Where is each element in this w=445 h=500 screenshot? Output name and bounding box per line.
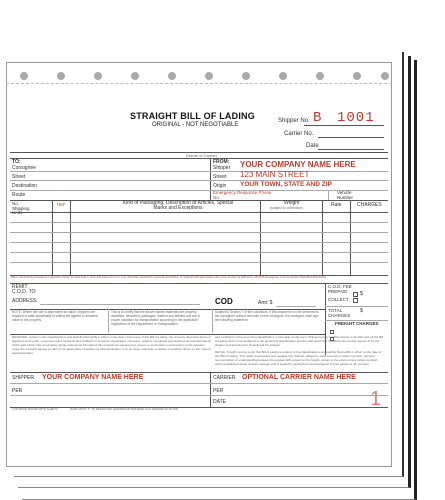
col-charges: CHARGES bbox=[357, 202, 382, 208]
date-label: Date bbox=[306, 143, 319, 149]
form-subtitle: ORIGINAL - NOT NEGOTIABLE bbox=[152, 122, 239, 128]
destination-field[interactable] bbox=[10, 190, 210, 191]
address-field[interactable] bbox=[40, 304, 200, 305]
shipper-per-line[interactable] bbox=[10, 395, 210, 396]
retail-terms: RETAIL: Freight moving under this Bill of Lading is subject to the classifications and lawfully filed tariffs in effect on the date of this Bill of Lading. This notice supersedes and negates any claimed, alleged or asserted oral or written contract, promise, representation or understanding between the parties with respect to this freight, except to the extent of any written contract which establishes lawful contract carriage and is signed by authorized representatives of both parties to the contract. bbox=[215, 350, 382, 366]
company-name: YOUR COMPANY NAME HERE bbox=[240, 160, 356, 169]
binding-hole bbox=[279, 72, 287, 80]
shipper-signature-value: YOUR COMPANY NAME HERE bbox=[42, 374, 144, 381]
binding-hole bbox=[131, 72, 139, 80]
cod-label: COD bbox=[215, 297, 233, 306]
value-note: NOTE: Where the rate is dependent on value, shippers are required to state specifically in writing the agreed or declared value of the property. bbox=[12, 310, 98, 323]
carrier-signature-label: CARRIER bbox=[213, 375, 236, 381]
block-divider bbox=[10, 158, 388, 159]
received-terms-continued: and conditions in the governing classification on the date of shipment. Shipper hereby certifies that he is familiar with all the Bill of Lading terms and conditions in the governing classification and the said terms and conditions are hereby agreed to by the shipper and accepted for himself and his assigns. bbox=[215, 335, 384, 347]
shipper-per-label: PER bbox=[12, 388, 23, 394]
binding-hole bbox=[316, 72, 324, 80]
from-label: FROM: bbox=[213, 159, 230, 165]
shipper-no-value: 1001 bbox=[337, 110, 375, 126]
col-hm: HM* bbox=[57, 202, 66, 207]
copy-number: 1 bbox=[370, 388, 382, 410]
binding-hole bbox=[20, 72, 28, 80]
shipper-label: Shipper bbox=[213, 165, 231, 171]
col-description: Kind of Packaging, Description of Articles, Special Marks and Exceptions bbox=[122, 200, 234, 211]
footer-hazmat-note: MARK WITH "X" TO DESIGNATE HAZARDOUS MATERIALS AS DEFINED IN 49 CFR bbox=[70, 407, 179, 411]
cod-amount-label: Amt: $ bbox=[258, 300, 273, 306]
col-weight-sub: (subject to correction) bbox=[270, 206, 303, 210]
to-street-field[interactable] bbox=[10, 180, 210, 181]
carrier-no-field[interactable] bbox=[318, 137, 384, 138]
binding-hole bbox=[242, 72, 250, 80]
hazmat-note: When transporting hazardous materials include the technical or chemical name for n.o.s. (not otherwise specified) or generic description of material with appropriate UN or NA number as defined in US DOT Emergency Communication Standard (HM-126C). bbox=[11, 275, 327, 279]
from-street-label: Street bbox=[213, 174, 227, 180]
date-field[interactable] bbox=[318, 149, 384, 150]
carrier-signature-value: OPTIONAL CARRIER NAME HERE bbox=[242, 374, 356, 381]
carrier-per-line[interactable] bbox=[210, 395, 388, 396]
emergency-phone-label: Emergency Response Phone No. bbox=[213, 190, 272, 200]
collect-checkbox[interactable] bbox=[353, 298, 358, 303]
shipper-signature-line[interactable] bbox=[10, 383, 210, 384]
col-divider bbox=[260, 200, 261, 275]
destination-label: Destination bbox=[12, 183, 38, 189]
origin-label: Origin bbox=[213, 183, 227, 189]
table-row[interactable] bbox=[10, 242, 388, 243]
vehicle-divider bbox=[328, 190, 329, 200]
cod-amount-field[interactable] bbox=[276, 306, 316, 307]
remit-cod-label: REMIT C.O.D. TO: bbox=[12, 284, 37, 295]
company-city: YOUR TOWN, STATE AND ZIP bbox=[240, 181, 332, 188]
certification-note: This is to certify that the above named materials are properly classified, described, packaged, marked and labeled and are in proper condition for transportation according to the applicable regulations of the Department of Transportation. bbox=[111, 310, 201, 327]
carrier-signature-line[interactable] bbox=[210, 383, 388, 384]
cod-fee-label: C.O.D. FEE PREPAID bbox=[328, 284, 352, 294]
totals-divider-line bbox=[325, 306, 388, 307]
address-label: ADDRESS: bbox=[12, 298, 38, 304]
received-terms: RECEIVED, subject to the classifications and lawfully filed tariffs in effect on the date of the issue of this Bill of Lading, the property described above in apparent good order, except as noted (contents and condition of contents of packages unknown), marked, consigned and destined as indicated above which said carrier (the word carrier being understood throughout this contract as meaning any person or corporation in possession of the property under the contract) agrees to carry to its usual place of delivery at said destination, if on its route, otherwise to deliver to another carrier on the route to said destination. bbox=[12, 335, 211, 355]
footer-left: THIS BOOK BOUND WITH SHEETS bbox=[12, 407, 58, 411]
col-divider bbox=[70, 200, 71, 275]
footer-border bbox=[10, 407, 388, 408]
carrier-date-label: DATE bbox=[213, 399, 226, 405]
table-row[interactable] bbox=[10, 262, 388, 263]
col-divider bbox=[322, 200, 323, 275]
notes-divider bbox=[108, 309, 109, 333]
collect-label: COLLECT bbox=[328, 297, 349, 302]
table-header-border bbox=[10, 212, 388, 213]
binding-hole bbox=[353, 72, 361, 80]
to-from-divider bbox=[210, 158, 211, 200]
carrier-no-label: Carrier No. bbox=[284, 131, 314, 137]
total-charges-dollar: $ bbox=[360, 308, 363, 314]
route-label: Route bbox=[12, 192, 26, 198]
freight-prepaid-checkbox[interactable] bbox=[330, 330, 334, 334]
shipper-no-underline bbox=[304, 125, 384, 126]
to-label: TO: bbox=[12, 159, 21, 165]
col-weight: Weight bbox=[284, 200, 300, 206]
col-shipping-units: No. Shipping Units bbox=[12, 201, 30, 215]
col-divider bbox=[52, 200, 53, 275]
binding-hole bbox=[57, 72, 65, 80]
table-row[interactable] bbox=[10, 252, 388, 253]
shipper-signature-label: SHIPPER bbox=[12, 375, 34, 381]
col-divider bbox=[350, 200, 351, 275]
signature-divider bbox=[210, 372, 211, 407]
col-rate: Rate bbox=[331, 202, 342, 208]
notes-divider bbox=[212, 309, 213, 333]
table-row[interactable] bbox=[10, 222, 388, 223]
binding-hole bbox=[205, 72, 213, 80]
table-row[interactable] bbox=[10, 232, 388, 233]
binding-hole bbox=[94, 72, 102, 80]
cod-subject-note: Subject to Section 7 of the conditions, if this shipment is to be delivered to the consignee without recourse on the consignor, the consignor shall sign the following statement. bbox=[215, 310, 320, 323]
shipper-no-prefix: B bbox=[313, 110, 323, 126]
signature-top-border bbox=[10, 372, 388, 373]
binding-hole bbox=[381, 72, 389, 80]
to-street-label: Street bbox=[12, 174, 26, 180]
company-street: 123 MAIN STREET bbox=[240, 170, 310, 179]
consignee-label: Consignee bbox=[12, 165, 36, 171]
carrier-per-label: PER bbox=[213, 388, 224, 394]
total-charges-label: TOTAL CHARGES bbox=[328, 308, 351, 318]
cod-fee-dollar: $ bbox=[360, 291, 363, 297]
consignee-field[interactable] bbox=[10, 171, 210, 172]
shipper-no-label: Shipper No. bbox=[278, 118, 310, 124]
form-title: STRAIGHT BILL OF LADING bbox=[130, 111, 255, 121]
prepaid-checkbox[interactable] bbox=[353, 292, 358, 297]
vehicle-number-label: Vehicle Number bbox=[337, 190, 354, 200]
freight-charges-label: FREIGHT CHARGES bbox=[335, 321, 379, 326]
name-of-carrier-label: (Name of Carrier) bbox=[186, 153, 218, 158]
binding-hole bbox=[168, 72, 176, 80]
